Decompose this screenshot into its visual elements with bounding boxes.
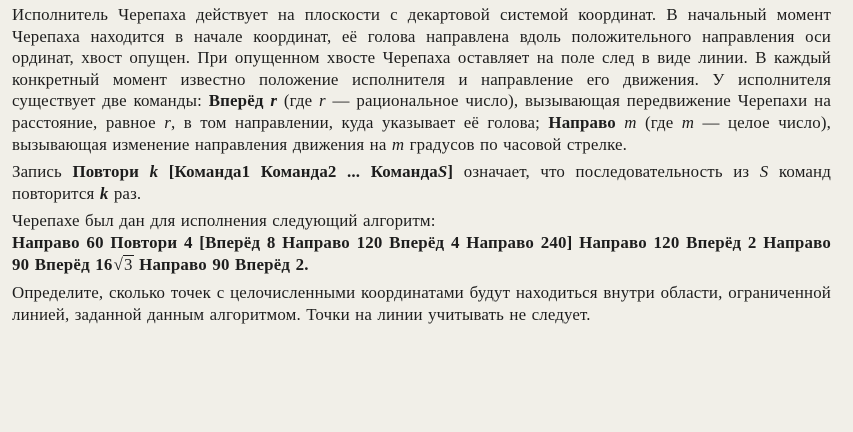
variable-m-2: m [681, 112, 695, 132]
algorithm-part-1: Направо 60 Повтори 4 [Вперёд 8 Направо 120 Вперёд 4 Направо 240] Направо 120 Вперёд 2 Направо 90 Вперёд 16 [12, 232, 831, 274]
variable-r-2: r [319, 91, 326, 111]
sqrt-value: 3 [124, 254, 133, 274]
command-list: [Команда1 Команда2 ... Команда [168, 162, 438, 182]
command-forward: Вперёд [208, 91, 264, 111]
algorithm-text [12, 232, 831, 275]
repeat-text-4: означает, что последовательность из [453, 162, 760, 182]
repeat-note-paragraph [12, 161, 831, 204]
algorithm-intro: Черепахе был дан для исполнения следующий алгоритм: [12, 211, 436, 231]
variable-m-3: m [391, 134, 405, 154]
question-paragraph: Определите, сколько точек с целочисленными координатами будут находиться внутри области, ограниченной линией, заданной данным алгоритмом. Точки на линии учитывать не следует. [12, 283, 831, 324]
command-right: Направо [548, 112, 616, 132]
algorithm-part-2: Направо 90 Вперёд 2. [133, 254, 309, 274]
variable-m: m [624, 112, 637, 132]
repeat-text-6: раз. [108, 183, 142, 203]
intro-text-4: — рациональное число), вызывающая передвижение Черепахи на расстояние, равное [12, 91, 831, 132]
intro-text-5: , в том направлении, куда указывает её голова; [170, 112, 549, 132]
square-root [113, 254, 134, 276]
intro-text-1: Исполнитель Черепаха действует на плоскости с декартовой системой координат. В начальный момент Черепаха находится в начале координат, её голова направлена вдоль положительного направления оси ординат, хвост опущен. При опущенном хвосте Черепаха оставляет на поле след в виде линии. В каждый конкретный момент известно положение исполнителя и направление его движения. У исполнителя существует две команды: [12, 5, 831, 111]
sqrt-sign: √ [113, 254, 124, 274]
variable-r-3: r [164, 112, 171, 132]
variable-s: S [759, 162, 769, 182]
variable-k-2: k [99, 183, 109, 203]
intro-space-2 [616, 113, 624, 132]
command-repeat: Повтори [72, 162, 140, 182]
variable-k: k [149, 162, 159, 182]
intro-text-8: — целое число), вызывающая изменение направления движения на [12, 112, 832, 154]
intro-text-7: (где [636, 112, 682, 132]
intro-text-3: (где [277, 91, 320, 111]
repeat-text-5: команд повторится [12, 162, 831, 203]
command-list-end: ] [447, 162, 454, 182]
intro-text-9: градусов по часовой стрелке. [404, 134, 628, 154]
variable-s-bold: S [437, 162, 448, 182]
variable-r: r [270, 91, 278, 111]
repeat-space-2 [158, 162, 169, 181]
intro-paragraph [12, 4, 831, 155]
repeat-space-1 [139, 162, 150, 181]
repeat-text-1: Запись [12, 162, 73, 182]
